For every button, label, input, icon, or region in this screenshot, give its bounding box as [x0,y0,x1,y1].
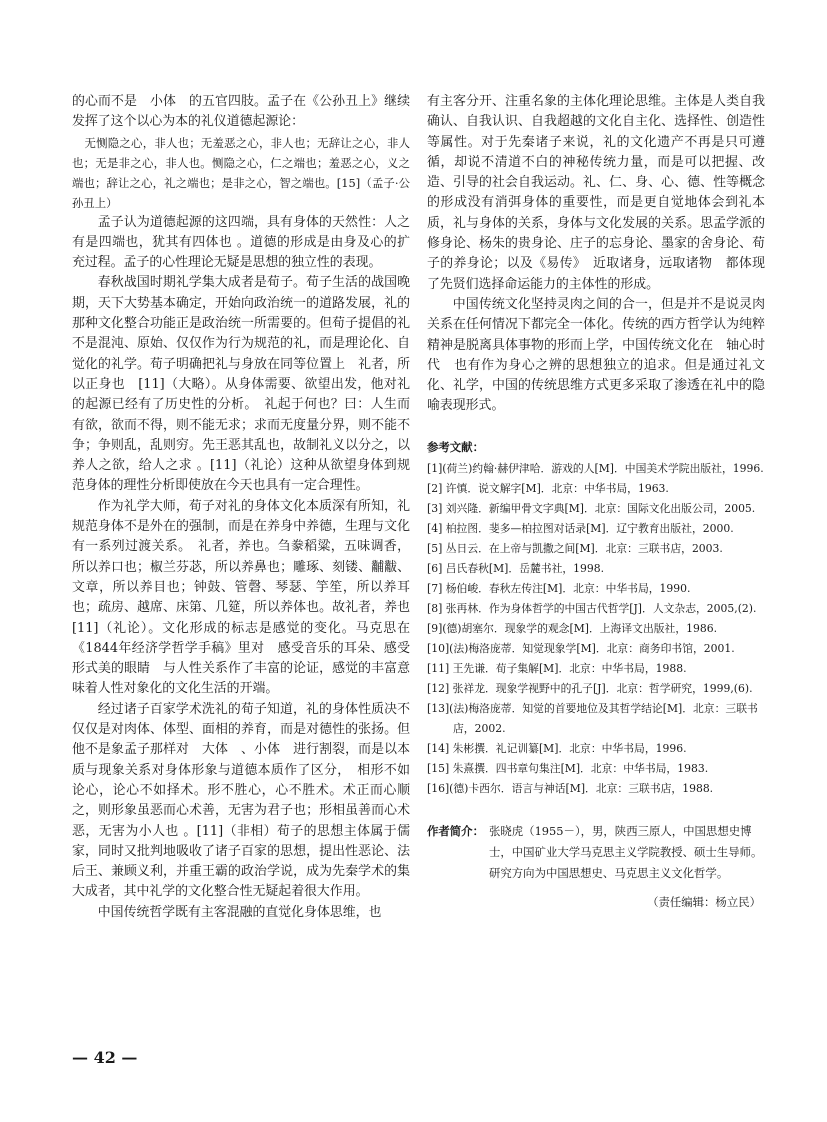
paragraph: 春秋战国时期礼学集大成者是荀子。荀子生活的战国晚期，天下大势基本确定，开始向政治统一的道路发展，礼的那种文化整合功能正是政治统一所需要的。但荀子提倡的礼不是混沌、原始、仅仅作为行为规范的礼，而是理论化、自觉化的礼学。荀子明确把礼与身放在同等位置上 礼者，所以正身也 [11]（大略）。从身体需要、欲望出发，他对礼的起源已经有了历史性的分析。 礼起于何也？曰：人生而有欲，欲而不得，则不能无求；求而无度量分界，则不能不争；争则乱，乱则穷。先王恶其乱也，故制礼义以分之，以养人之欲，给人之求 。[11]（礼论）这种从欲望身体到规范身体的理性分析即使放在今天也具有一定合理性。 [72,275,410,494]
paragraph: 有主客分开、注重名象的主体化理论思维。主体是人类自我确认、自我认识、自我超越的文化自主化、选择性、创造性等属性。对于先秦诸子来说，礼的文化遗产不再是只可遵循，却说不清道不白的神秘传统力量，而是可以把握、改造、引导的社会自我运动。礼、仁、身、心、德、性等概念的形成没有消弭身体的重要性，而是更自觉地体会到礼本质，礼与身体的关系，身体与文化发展的关系。思孟学派的修身论、杨朱的贵身论、庄子的忘身论、墨家的舍身论、荀子的养身论；以及《易传》 近取诸身，远取诸物 都体现了先贤们选择命运能力的主体性的形成。 [427,94,765,292]
references-list [427,459,765,799]
references-heading: 参考文献： [427,439,484,454]
reference-item: [14] 朱彬撰．礼记训纂[M]．北京：中华书局，1996. [427,741,687,755]
reference-item: [1](荷兰)约翰·赫伊津哈．游戏的人[M]．中国美术学院出版社，1996. [427,461,764,475]
reference-item: [10](法)梅洛庞蒂．知觉现象学[M]．北京：商务印书馆，2001. [427,641,735,655]
paragraph: 孟子认为道德起源的这四端，具有身体的天然性：人之有是四端也，犹其有四体也 。道德的形成是由身及心的扩充过程。孟子的心性理论无疑是思想的独立性的表现。 [72,214,410,271]
reference-item: [15] 朱熹撰．四书章句集注[M]．北京：中华书局，1983. [427,761,709,775]
left-column [72,92,410,923]
reference-item: [13](法)梅洛庞蒂．知觉的首要地位及其哲学结论[M]．北京：三联书店，2002. [427,701,758,735]
reference-item: [5] 丛日云．在上帝与凯撒之间[M]．北京：三联书店，2003. [427,541,723,555]
paragraph: 中国传统文化坚持灵肉之间的合一，但是并不是说灵肉关系在任何情况下都完全一体化。传统的西方哲学认为纯粹精神是脱离具体事物的形而上学，中国传统文化在 轴心时代 也有作为身心之辨的思想独立的追求。但是通过礼文化、礼学，中国的传统思维方式更多采取了渗透在礼中的隐喻表现形式。 [427,296,765,414]
reference-item: [11] 王先谦．荀子集解[M]．北京：中华书局，1988. [427,661,687,675]
reference-item: [12] 张祥龙．现象学视野中的孔子[J]．北京：哲学研究，1999,(6). [427,681,753,695]
reference-item: [8] 张再林．作为身体哲学的中国古代哲学[J]．人文杂志，2005,(2). [427,601,757,615]
quotation-block: 无恻隐之心，非人也；无羞恶之心，非人也；无辞让之心，非人也；无是非之心，非人也。恻隐之心，仁之端也；羞恶之心，义之端也；辞让之心，礼之端也；是非之心，智之端也。[15]（孟子·公孙丑上） [72,135,410,210]
paragraph: 作为礼学大师，荀子对礼的身体文化本质深有所知，礼规范身体不是外在的强制，而是在养身中养德，生理与文化有一系列过渡关系。 礼者，养也。刍豢稻粱，五味调香，所以养口也；椒兰芬苾，所以养鼻也；雕琢、刻镂、黼黻、文章，所以养目也；钟鼓、管磬、琴瑟、竽笙，所以养耳也；疏房、越席、床第、几筵，所以养体也。故礼者，养也 [11]（礼论）。文化形成的标志是感觉的变化。马克思在《1844年经济学哲学手稿》里对 感受音乐的耳朵、感受形式美的眼睛 与人性关系作了丰富的论证，感觉的丰富意味着人性对象化的文化生活的开端。 [72,498,410,697]
reference-item: [16](德)卡西尔．语言与神话[M]．北京：三联书店，1988. [427,781,714,795]
paragraph: 中国传统哲学既有主客混融的直觉化身体思维，也 [97,904,382,920]
reference-item: [6] 吕氏春秋[M]．岳麓书社，1998. [427,561,605,575]
author-bio-label: 作者简介： [427,823,484,838]
right-column [427,92,765,910]
reference-item: [3] 刘兴隆．新编甲骨文字典[M]．北京：国际文化出版公司，2005. [427,501,756,515]
paragraph: 的心而不是 小体 的五官四肢。孟子在《公孙丑上》继续发挥了这个以心为本的礼仪道德起源论： [72,94,410,130]
paragraph: 经过诸子百家学术洗礼的荀子知道，礼的身体性质决不仅仅是对肉体、体型、面相的养育，而是对德性的张扬。但他不是象孟子那样对 大体 、小体 进行割裂，而是以本质与现象关系对身体形象与道德本质作了区分， 相形不如论心，论心不如择术。形不胜心，心不胜术。术正而心顺之，则形象虽恶而心术善，无害为君子也；形相虽善而心术恶，无害为小人也 。[11]（非相）荀子的思想主体属于儒家，同时又批判地吸收了诸子百家的思想，提出性恶论、法后王、兼顾义利，并重王霸的政治学说，成为先秦学术的集大成者，其中礼学的文化整合性无疑起着很大作用。 [72,701,410,900]
reference-item: [7] 杨伯峻．春秋左传注[M]．北京：中华书局，1990. [427,581,691,595]
reference-item: [2] 许慎．说文解字[M]．北京：中华书局，1963. [427,481,669,495]
page-number: — 42 — [72,1048,138,1067]
reference-item: [4] 柏拉图．斐多—柏拉图对话录[M]．辽宁教育出版社，2000. [427,521,734,535]
responsible-editor: （责任编辑：杨立民） [647,894,761,909]
author-bio [427,821,765,884]
reference-item: [9](德)胡塞尔．现象学的观念[M]．上海译文出版社，1986. [427,621,718,635]
author-bio-text: 张晓虎（1955－），男，陕西三原人，中国思想史博士，中国矿业大学马克思主义学院教授、硕士生导师。研究方向为中国思想史、马克思主义文化哲学。 [489,823,763,880]
